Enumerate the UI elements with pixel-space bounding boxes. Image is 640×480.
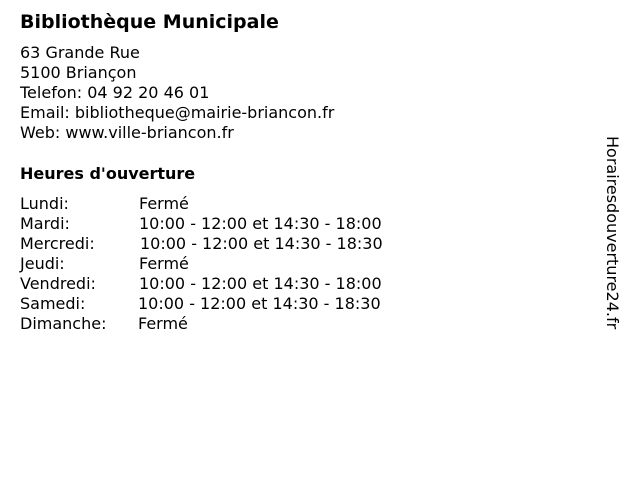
time-value: 10:00 - 12:00 et 14:30 - 18:30 xyxy=(140,234,383,253)
day-label: Mardi: xyxy=(20,214,70,233)
contact-block xyxy=(20,43,334,143)
day-label: Mercredi: xyxy=(20,234,95,253)
library-title: Bibliothèque Municipale xyxy=(20,11,279,33)
day-label: Lundi: xyxy=(20,194,69,213)
day-label: Jeudi: xyxy=(20,254,65,273)
email-line: Email: bibliotheque@mairie-briancon.fr xyxy=(20,103,335,122)
time-value: 10:00 - 12:00 et 14:30 - 18:30 xyxy=(138,294,381,313)
day-label: Vendredi: xyxy=(20,274,96,293)
site-watermark: Horairesdouverture24.fr xyxy=(603,136,622,330)
city-postcode: 5100 Briançon xyxy=(20,63,137,82)
time-value: 10:00 - 12:00 et 14:30 - 18:00 xyxy=(139,214,382,233)
phone-line: Telefon: 04 92 20 46 01 xyxy=(20,83,210,102)
web-line: Web: www.ville-briancon.fr xyxy=(20,123,234,142)
day-label: Samedi: xyxy=(20,294,86,313)
time-value: Fermé xyxy=(139,254,189,273)
time-value: 10:00 - 12:00 et 14:30 - 18:00 xyxy=(139,274,382,293)
opening-hours-heading: Heures d'ouverture xyxy=(20,164,196,183)
time-value: Fermé xyxy=(139,194,189,213)
time-value: Fermé xyxy=(138,314,188,333)
day-label: Dimanche: xyxy=(20,314,107,333)
street-address: 63 Grande Rue xyxy=(20,43,140,62)
